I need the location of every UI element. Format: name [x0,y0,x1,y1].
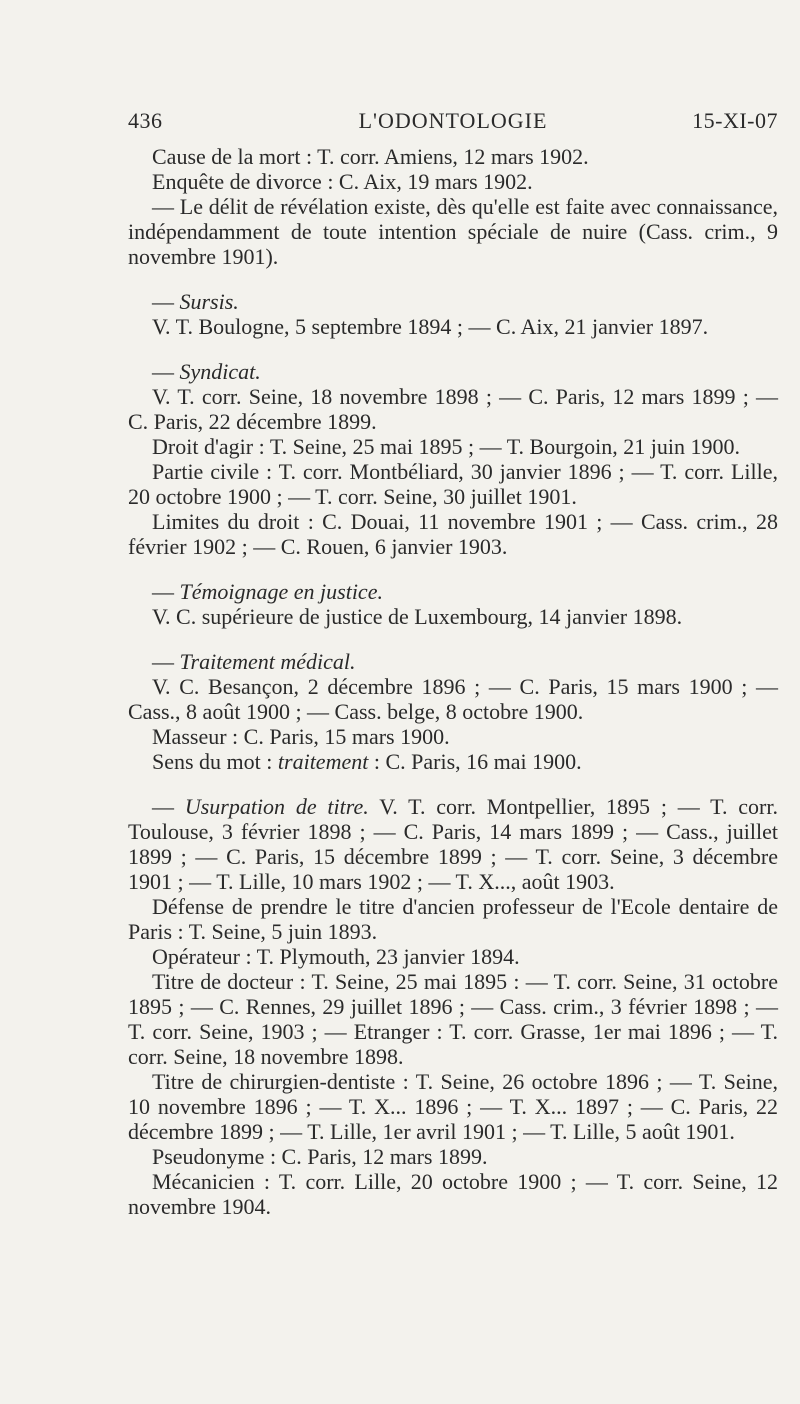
paragraph-text: V. T. Boulogne, 5 septembre 1894 ; — C. Aix, 21 janvier 1897. [152,314,709,339]
paragraph-text: V. T. corr. Montpellier, 1895 ; — T. corr. Toulouse, 3 février 1898 ; — C. Paris, 14 mars 1899 ; — Cass., juillet 1899 ; — C. Paris, 15 décembre 1899 ; — T. corr. Seine, 3 décembre 1901 ; — T. Lille, 10 mars 1902 ; — T. X..., août 1903. [128,794,778,894]
paragraph-text: Droit d'agir : T. Seine, 25 mai 1895 ; — T. Bourgoin, 21 juin 1900. [152,434,740,459]
paragraph-text: Cause de la mort : T. corr. Amiens, 12 mars 1902. [152,144,589,169]
section-heading: Traitement médical. [179,649,356,674]
paragraph-text: — [152,794,185,819]
paragraph [128,169,778,194]
paragraph [128,604,778,629]
paragraph [128,649,778,674]
page-number: 436 [128,108,163,133]
paragraph [128,459,778,509]
paragraph-text: V. C. Besançon, 2 décembre 1896 ; — C. Paris, 15 mars 1900 ; — Cass., 8 août 1900 ; — Cass. belge, 8 octobre 1900. [128,674,778,724]
journal-title: L'ODONTOLOGIE [358,108,548,133]
running-header [128,108,778,138]
section-heading: Sursis. [179,289,239,314]
paragraph [128,314,778,339]
paragraph [128,1169,778,1219]
issue-date: 15-XI-07 [692,108,778,133]
paragraph [128,969,778,1069]
paragraph [128,509,778,559]
paragraph-text: Titre de chirurgien-dentiste : T. Seine, 26 octobre 1896 ; — T. Seine, 10 novembre 1896 ; — T. X... 1896 ; — T. X... 1897 ; — C. Paris, 22 décembre 1899 ; — T. Lille, 1er avril 1901 ; — T. Lille, 5 août 1901. [128,1069,778,1144]
paragraph [128,289,778,314]
paragraph [128,384,778,434]
paragraph-text: — [152,289,180,314]
paragraph-text: Titre de docteur : T. Seine, 25 mai 1895 : — T. corr. Seine, 31 octobre 1895 ; — C. Rennes, 29 juillet 1896 ; — Cass. crim., 3 février 1898 ; — T. corr. Seine, 1903 ; — Etranger : T. corr. Grasse, 1er mai 1896 ; — T. corr. Seine, 18 novembre 1898. [128,969,778,1069]
paragraph-text: — [152,579,180,604]
paragraph-text: — [152,359,180,384]
paragraph [128,724,778,749]
paragraph [128,894,778,944]
paragraph-text: V. C. supérieure de justice de Luxembourg, 14 janvier 1898. [152,604,683,629]
paragraph-text: Sens du mot : [152,749,278,774]
paragraph [128,1069,778,1144]
paragraph [128,944,778,969]
paragraph-text: Pseudonyme : C. Paris, 12 mars 1899. [152,1144,488,1169]
paragraph [128,434,778,459]
paragraph-text: Mécanicien : T. corr. Lille, 20 octobre 1900 ; — T. corr. Seine, 12 novembre 1904. [128,1169,778,1219]
section-heading: Usurpation de titre. [184,794,369,819]
section-heading: Témoignage en justice. [179,579,383,604]
paragraph [128,674,778,724]
section-heading: Syndicat. [179,359,261,384]
paragraph [128,194,778,269]
paragraph-text: Masseur : C. Paris, 15 mars 1900. [152,724,450,749]
paragraph-text: Opérateur : T. Plymouth, 23 janvier 1894. [152,944,520,969]
paragraph [128,1144,778,1169]
section-heading: traitement [277,749,369,774]
paragraph-text: — Le délit de révélation existe, dès qu'elle est faite avec connaissance, indépendamment de toute intention spéciale de nuire (Cass. crim., 9 novembre 1901). [128,194,778,269]
paragraph-text: V. T. corr. Seine, 18 novembre 1898 ; — C. Paris, 12 mars 1899 ; — C. Paris, 22 décembre 1899. [128,384,778,434]
text-body [128,144,778,1219]
paragraph-text: Partie civile : T. corr. Montbéliard, 30 janvier 1896 ; — T. corr. Lille, 20 octobre 1900 ; — T. corr. Seine, 30 juillet 1901. [128,459,778,509]
paragraph-text: Enquête de divorce : C. Aix, 19 mars 1902. [152,169,533,194]
paragraph [128,359,778,384]
paragraph-text: — [152,649,180,674]
paragraph [128,579,778,604]
paragraph-text: Défense de prendre le titre d'ancien professeur de l'Ecole dentaire de Paris : T. Seine, 5 juin 1893. [128,894,778,944]
paragraph-text: : C. Paris, 16 mai 1900. [368,749,582,774]
paragraph [128,794,778,894]
paragraph [128,749,778,774]
paragraph [128,144,778,169]
paragraph-text: Limites du droit : C. Douai, 11 novembre 1901 ; — Cass. crim., 28 février 1902 ; — C. Rouen, 6 janvier 1903. [128,509,778,559]
